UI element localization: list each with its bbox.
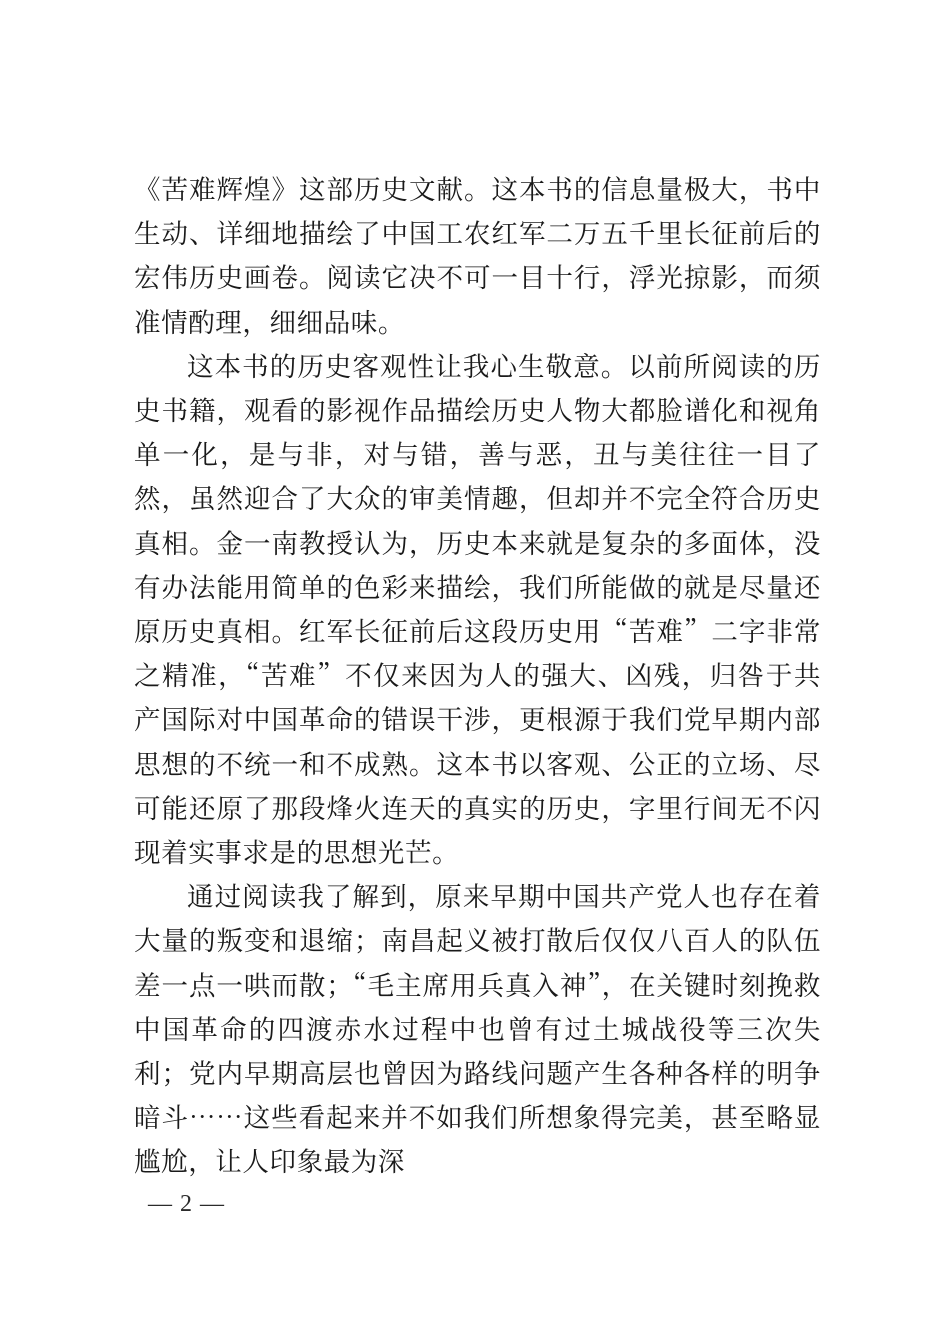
paragraph-reading-insights: 通过阅读我了解到，原来早期中国共产党人也存在着大量的叛变和退缩；南昌起义被打散后仅仅八百人的队伍差一点一哄而散；“毛主席用兵真入神”，在关键时刻挽救中国革命的四渡赤水过程中也曾有过土城战役等三次失利；党内早期高层也曾因为路线问题产生各种各样的明争暗斗……这些看起来并不如我们所想象得完美，甚至略显尴尬，让人印象最为深 [134, 875, 821, 1180]
paragraph-historical-objectivity: 这本书的历史客观性让我心生敬意。以前所阅读的历史书籍，观看的影视作品描绘历史人物大都脸谱化和视角单一化，是与非，对与错，善与恶，丑与美往往一目了然，虽然迎合了大众的审美情趣，但却并不完全符合历史真相。金一南教授认为，历史本来就是复杂的多面体，没有办法能用简单的色彩来描绘，我们所能做的就是尽量还原历史真相。红军长征前后这段历史用“苦难”二字非常之精准，“苦难”不仅来因为人的强大、凶残，归咎于共产国际对中国革命的错误干涉，更根源于我们党早期内部思想的不统一和不成熟。这本书以客观、公正的立场、尽可能还原了那段烽火连天的真实的历史，字里行间无不闪现着实事求是的思想光芒。 [134, 344, 821, 871]
document-text-body [134, 166, 821, 1183]
paragraph-continuation: 《苦难辉煌》这部历史文献。这本书的信息量极大，书中生动、详细地描绘了中国工农红军二万五千里长征前后的宏伟历史画卷。阅读它决不可一目十行，浮光掠影，而须准情酌理，细细品味。 [134, 168, 821, 340]
page-number: — 2 — [148, 1191, 225, 1217]
